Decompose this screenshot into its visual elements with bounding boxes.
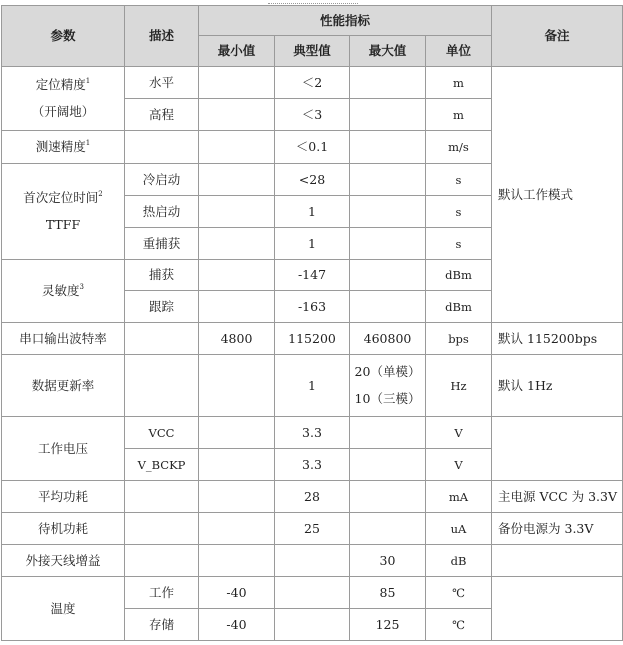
desc-cell [125, 131, 199, 164]
min-cell [199, 355, 275, 417]
max-cell: 125 [350, 609, 426, 641]
max-cell [350, 417, 426, 449]
desc-cell: 跟踪 [125, 291, 199, 323]
min-cell [199, 481, 275, 513]
unit-cell: ℃ [426, 609, 492, 641]
min-cell [199, 164, 275, 196]
spec-table [1, 5, 623, 641]
min-cell: -40 [199, 609, 275, 641]
typ-cell: 115200 [275, 323, 350, 355]
desc-cell: 存储 [125, 609, 199, 641]
desc-cell: V_BCKP [125, 449, 199, 481]
typ-cell: ＜0.1 [275, 131, 350, 164]
min-cell [199, 260, 275, 291]
header-param: 参数 [2, 6, 125, 67]
param-standby: 待机功耗 [2, 513, 125, 545]
note-cell: 默认 1Hz [492, 355, 623, 417]
unit-cell: m/s [426, 131, 492, 164]
min-cell [199, 196, 275, 228]
max-cell [350, 449, 426, 481]
table-row [2, 417, 623, 449]
max-cell [350, 131, 426, 164]
param-antenna: 外接天线增益 [2, 545, 125, 577]
desc-cell: 热启动 [125, 196, 199, 228]
param-label: 定位精度 [35, 77, 86, 92]
typ-cell [275, 577, 350, 609]
max-cell [350, 67, 426, 99]
header-typ: 典型值 [275, 36, 350, 67]
desc-cell: 冷启动 [125, 164, 199, 196]
desc-cell: VCC [125, 417, 199, 449]
max-cell [350, 355, 426, 417]
max-cell [350, 196, 426, 228]
desc-cell: 高程 [125, 99, 199, 131]
param-pos-acc [2, 67, 125, 131]
table-row [2, 513, 623, 545]
unit-cell: s [426, 228, 492, 260]
note-cell: 备份电源为 3.3V [492, 513, 623, 545]
typ-cell: ＜3 [275, 99, 350, 131]
header-note: 备注 [492, 6, 623, 67]
min-cell [199, 513, 275, 545]
min-cell [199, 131, 275, 164]
desc-cell [125, 323, 199, 355]
max-single-mode: 20（单模） [354, 364, 421, 379]
max-cell [350, 164, 426, 196]
max-cell [350, 513, 426, 545]
min-cell [199, 99, 275, 131]
unit-cell: m [426, 67, 492, 99]
unit-cell: mA [426, 481, 492, 513]
min-cell [199, 67, 275, 99]
note-cell [492, 577, 623, 641]
unit-cell: dBm [426, 291, 492, 323]
unit-cell: dBm [426, 260, 492, 291]
max-triple-mode: 10（三模） [354, 391, 421, 406]
unit-cell: V [426, 449, 492, 481]
note-cell [492, 67, 623, 323]
typ-cell: ＜2 [275, 67, 350, 99]
footnote-mark: 1 [85, 77, 91, 85]
note-cell [492, 417, 623, 481]
typ-cell [275, 545, 350, 577]
header-desc: 描述 [125, 6, 199, 67]
max-cell [350, 481, 426, 513]
header-row-1 [2, 6, 623, 36]
table-row [2, 481, 623, 513]
unit-cell: uA [426, 513, 492, 545]
note-cell [492, 545, 623, 577]
footnote-mark: 1 [85, 139, 91, 147]
desc-cell [125, 513, 199, 545]
unit-cell: s [426, 164, 492, 196]
table-row [2, 355, 623, 417]
table-row [2, 577, 623, 609]
min-cell [199, 545, 275, 577]
max-cell [350, 291, 426, 323]
footnote-mark: 2 [98, 190, 103, 198]
param-rate: 数据更新率 [2, 355, 125, 417]
param-sublabel: TTFF [45, 217, 81, 232]
unit-cell: Hz [426, 355, 492, 417]
min-cell [199, 291, 275, 323]
footnote-mark: 3 [79, 283, 84, 291]
desc-cell [125, 545, 199, 577]
desc-cell: 水平 [125, 67, 199, 99]
max-cell [350, 260, 426, 291]
desc-cell [125, 355, 199, 417]
min-cell [199, 228, 275, 260]
unit-cell: bps [426, 323, 492, 355]
max-cell: 30 [350, 545, 426, 577]
max-cell [350, 99, 426, 131]
typ-cell [275, 609, 350, 641]
param-sensitivity [2, 260, 125, 323]
param-power: 平均功耗 [2, 481, 125, 513]
note-cell: 默认 115200bps [492, 323, 623, 355]
desc-cell: 重捕获 [125, 228, 199, 260]
unit-cell: s [426, 196, 492, 228]
min-cell [199, 449, 275, 481]
min-cell: -40 [199, 577, 275, 609]
header-unit: 单位 [426, 36, 492, 67]
typ-cell: 1 [275, 196, 350, 228]
table-row [2, 67, 623, 99]
param-temperature: 温度 [2, 577, 125, 641]
unit-cell: V [426, 417, 492, 449]
typ-cell: 3.3 [275, 417, 350, 449]
typ-cell: 1 [275, 228, 350, 260]
desc-cell [125, 481, 199, 513]
param-label: 灵敏度 [42, 283, 80, 298]
typ-cell: 25 [275, 513, 350, 545]
param-vel-acc [2, 131, 125, 164]
typ-cell: -163 [275, 291, 350, 323]
table-row [2, 323, 623, 355]
param-sublabel: （开阔地） [31, 104, 95, 119]
min-cell: 4800 [199, 323, 275, 355]
header-max: 最大值 [350, 36, 426, 67]
param-ttff [2, 164, 125, 260]
header-min: 最小值 [199, 36, 275, 67]
unit-cell: dB [426, 545, 492, 577]
note-cell: 主电源 VCC 为 3.3V [492, 481, 623, 513]
max-cell [350, 228, 426, 260]
param-label: 首次定位时间 [23, 190, 99, 205]
param-baud: 串口输出波特率 [2, 323, 125, 355]
typ-cell: 1 [275, 355, 350, 417]
table-row [2, 545, 623, 577]
typ-cell: 28 [275, 481, 350, 513]
min-cell [199, 417, 275, 449]
param-voltage: 工作电压 [2, 417, 125, 481]
desc-cell: 工作 [125, 577, 199, 609]
param-label: 测速精度 [35, 139, 86, 154]
unit-cell: m [426, 99, 492, 131]
typ-cell: 3.3 [275, 449, 350, 481]
typ-cell: <28 [275, 164, 350, 196]
max-cell: 85 [350, 577, 426, 609]
ttff-note: 默认工作模式 [498, 186, 574, 202]
typ-cell: -147 [275, 260, 350, 291]
unit-cell: ℃ [426, 577, 492, 609]
max-cell: 460800 [350, 323, 426, 355]
header-perf: 性能指标 [199, 6, 492, 36]
desc-cell: 捕获 [125, 260, 199, 291]
